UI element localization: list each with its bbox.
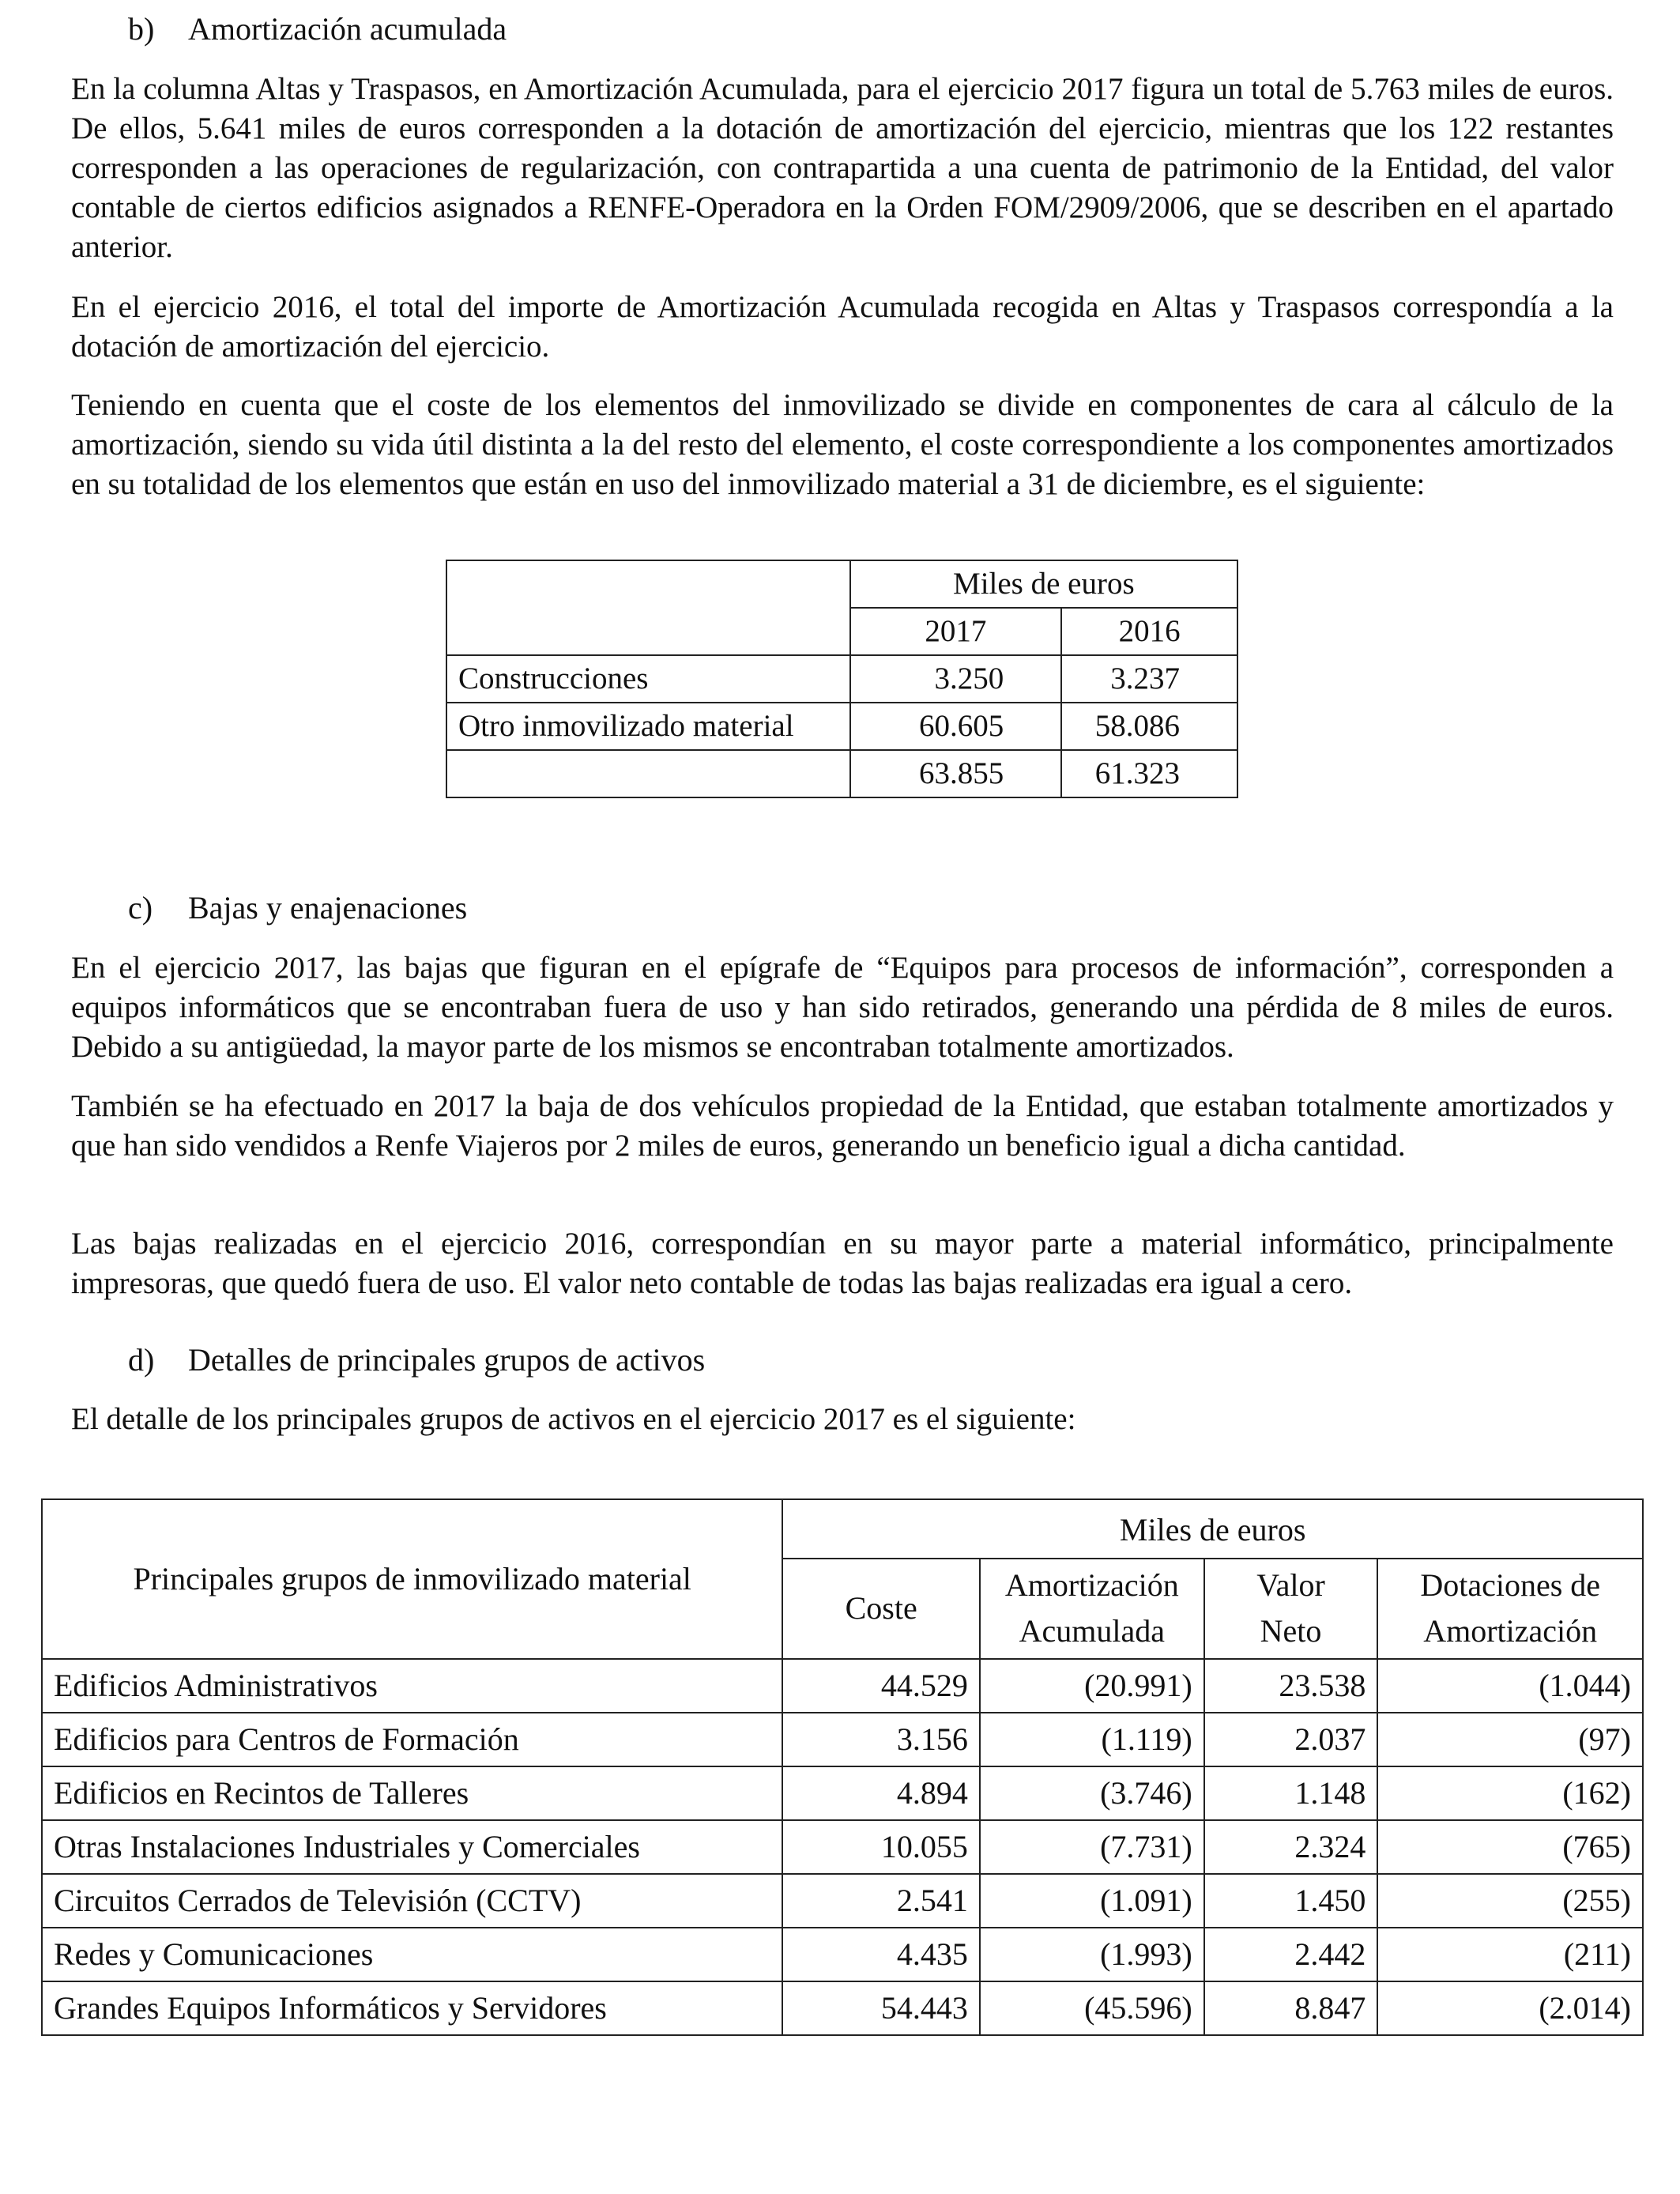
dotaciones-cell: (162) (1377, 1766, 1643, 1820)
section-c-letter: c) (128, 890, 153, 925)
col-valor-neto-header (1204, 1559, 1378, 1659)
value-2017: 3.250 (850, 655, 1062, 703)
amortizacion-cell: (20.991) (980, 1659, 1204, 1713)
table-group-header: Miles de euros (850, 560, 1237, 608)
coste-cell: 3.156 (782, 1713, 980, 1766)
table-row (42, 1981, 1643, 2035)
value-2016: 3.237 (1061, 655, 1237, 703)
dotaciones-cell: (255) (1377, 1874, 1643, 1928)
coste-cell: 44.529 (782, 1659, 980, 1713)
valor-neto-cell: 23.538 (1204, 1659, 1378, 1713)
year-2016-header: 2016 (1061, 608, 1237, 655)
section-c-paragraph-1: En el ejercicio 2017, las bajas que figuran en el epígrafe de “Equipos para procesos de información”, corresponden a equipos informáticos que se encontraban fuera de uso y han sido retirados, generando una pérdida de 8 miles de euros. Debido a su antigüedad, la mayor parte de los mismos se encontraban totalmente amortizados. (71, 951, 1614, 1064)
dotaciones-cell: (765) (1377, 1820, 1643, 1874)
value-2016: 58.086 (1061, 703, 1237, 750)
section-c-title: Bajas y enajenaciones (188, 890, 468, 925)
dotaciones-cell: (211) (1377, 1928, 1643, 1981)
amortizacion-cell: (45.596) (980, 1981, 1204, 2035)
amortizacion-cell: (7.731) (980, 1820, 1204, 1874)
amortizacion-cell: (1.119) (980, 1713, 1204, 1766)
table-corner-cell (446, 560, 850, 655)
valor-neto-cell: 2.324 (1204, 1820, 1378, 1874)
col-dotaciones-line2: Amortización (1423, 1613, 1598, 1649)
row-label (446, 750, 850, 797)
row-label: Edificios Administrativos (42, 1659, 782, 1713)
amortizacion-cell: (3.746) (980, 1766, 1204, 1820)
section-c-paragraph-2: También se ha efectuado en 2017 la baja de dos vehículos propiedad de la Entidad, que estaban totalmente amortizados y que han sido vendidos a Renfe Viajeros por 2 miles de euros, generando un beneficio igual a dicha cantidad. (71, 1089, 1614, 1163)
col-amortizacion-header (980, 1559, 1204, 1659)
table-row (446, 703, 1237, 750)
year-2017-header: 2017 (850, 608, 1062, 655)
total-2016: 61.323 (1061, 750, 1237, 797)
section-b-paragraph-1: En la columna Altas y Traspasos, en Amortización Acumulada, para el ejercicio 2017 figura un total de 5.763 miles de euros. De ellos, 5.641 miles de euros corresponden a la dotación de amortización del ejercicio, mientras que los 122 restantes corresponden a las operaciones de regularización, con contrapartida a una cuenta de patrimonio de la Entidad, del valor contable de ciertos edificios asignados a RENFE-Operadora en la Orden FOM/2909/2006, que se describen en el apartado anterior. (71, 72, 1614, 264)
row-label: Edificios en Recintos de Talleres (42, 1766, 782, 1820)
valor-neto-cell: 1.450 (1204, 1874, 1378, 1928)
section-c-paragraph-3: Las bajas realizadas en el ejercicio 2016, correspondían en su mayor parte a material informático, principalmente impresoras, que quedó fuera de uso. El valor neto contable de todas las bajas realizadas era igual a cero. (71, 1227, 1614, 1300)
row-label: Otras Instalaciones Industriales y Comerciales (42, 1820, 782, 1874)
row-label: Construcciones (446, 655, 850, 703)
amortizacion-cell: (1.091) (980, 1874, 1204, 1928)
valor-neto-cell: 8.847 (1204, 1981, 1378, 2035)
row-label: Circuitos Cerrados de Televisión (CCTV) (42, 1874, 782, 1928)
table-row (42, 1820, 1643, 1874)
amortizacion-cell: (1.993) (980, 1928, 1204, 1981)
table-header-row (42, 1499, 1643, 1559)
table-row (42, 1766, 1643, 1820)
table-row (42, 1659, 1643, 1713)
table-row (42, 1874, 1643, 1928)
dotaciones-cell: (1.044) (1377, 1659, 1643, 1713)
col-coste-header: Coste (782, 1559, 980, 1659)
row-label: Otro inmovilizado material (446, 703, 850, 750)
table-total-row (446, 750, 1237, 797)
row-label: Edificios para Centros de Formación (42, 1713, 782, 1766)
table-row (42, 1928, 1643, 1981)
col-valor-line1: Valor (1256, 1567, 1325, 1604)
section-b-paragraph-3: Teniendo en cuenta que el coste de los elementos del inmovilizado se divide en componentes de cara al cálculo de la amortización, siendo su vida útil distinta a la del resto del elemento, el coste correspondiente a los componentes amortizados en su totalidad de los elementos que están en uso del inmovilizado material a 31 de diciembre, es el siguiente: (71, 388, 1614, 501)
coste-cell: 4.435 (782, 1928, 980, 1981)
col-valor-line2: Neto (1260, 1613, 1322, 1649)
valor-neto-cell: 2.442 (1204, 1928, 1378, 1981)
section-b-heading (128, 9, 507, 49)
col-dotaciones-header (1377, 1559, 1643, 1659)
section-b-title: Amortización acumulada (188, 11, 507, 47)
col-amortizacion-line1: Amortización (1004, 1567, 1179, 1604)
col-dotaciones-line1: Dotaciones de (1420, 1567, 1601, 1604)
table-row (446, 655, 1237, 703)
section-d-letter: d) (128, 1342, 155, 1378)
table-row (42, 1713, 1643, 1766)
total-2017: 63.855 (850, 750, 1062, 797)
table-title-cell: Principales grupos de inmovilizado material (42, 1499, 782, 1659)
coste-cell: 10.055 (782, 1820, 980, 1874)
valor-neto-cell: 2.037 (1204, 1713, 1378, 1766)
asset-groups-table (41, 1498, 1644, 2036)
section-b-letter: b) (128, 11, 155, 47)
table-header-row (446, 560, 1237, 608)
components-table (446, 560, 1238, 798)
table-group-header: Miles de euros (782, 1499, 1643, 1559)
row-label: Redes y Comunicaciones (42, 1928, 782, 1981)
coste-cell: 2.541 (782, 1874, 980, 1928)
section-c-heading (128, 888, 467, 928)
row-label: Grandes Equipos Informáticos y Servidores (42, 1981, 782, 2035)
value-2017: 60.605 (850, 703, 1062, 750)
coste-cell: 4.894 (782, 1766, 980, 1820)
section-d-heading (128, 1340, 705, 1380)
valor-neto-cell: 1.148 (1204, 1766, 1378, 1820)
coste-cell: 54.443 (782, 1981, 980, 2035)
dotaciones-cell: (2.014) (1377, 1981, 1643, 2035)
dotaciones-cell: (97) (1377, 1713, 1643, 1766)
col-amortizacion-line2: Acumulada (1019, 1613, 1165, 1649)
section-d-paragraph-1: El detalle de los principales grupos de activos en el ejercicio 2017 es el siguiente: (71, 1402, 1076, 1436)
section-d-title: Detalles de principales grupos de activos (188, 1342, 706, 1378)
section-b-paragraph-2: En el ejercicio 2016, el total del importe de Amortización Acumulada recogida en Altas y Traspasos correspondía a la dotación de amortización del ejercicio. (71, 290, 1614, 364)
